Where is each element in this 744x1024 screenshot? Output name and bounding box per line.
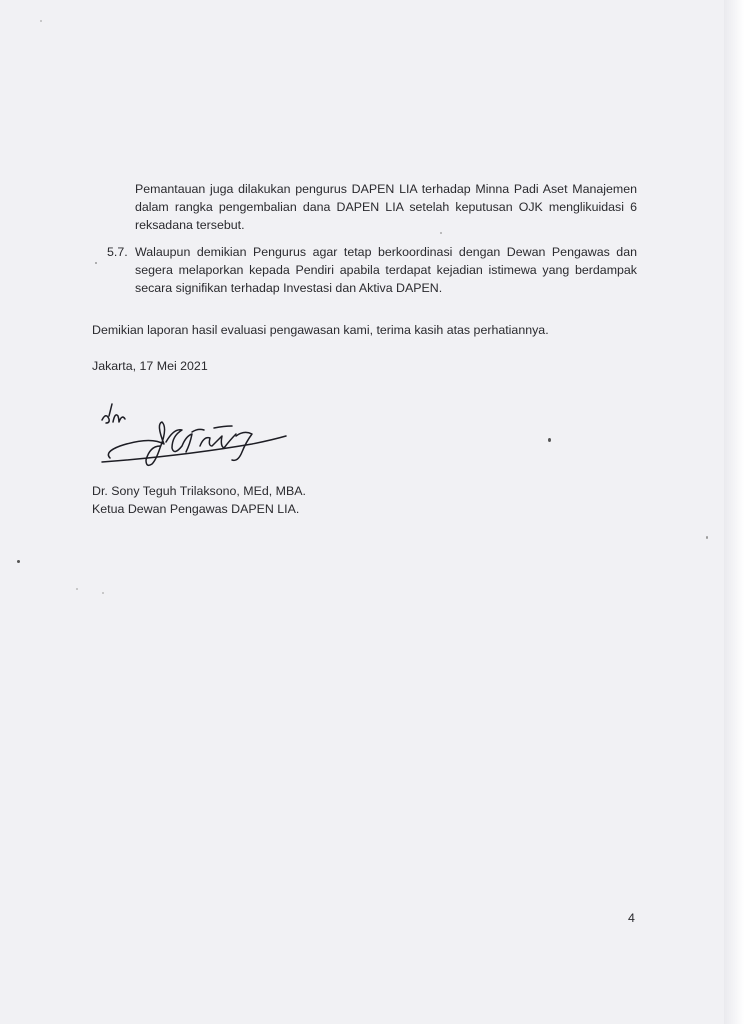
scan-speck — [40, 20, 42, 22]
paragraph-monitoring: Pemantauan juga dilakukan pengurus DAPEN LIA terhadap Minna Padi Aset Manajemen dalam rangka pengembalian dana DAPEN LIA setelah keputusan OJK menglikuidasi 6 reksadana tersebut. — [135, 182, 637, 232]
closing-statement: Demikian laporan hasil evaluasi pengawasan kami, terima kasih atas perhatiannya. — [92, 323, 549, 337]
place-date: Jakarta, 17 Mei 2021 — [92, 359, 208, 373]
scan-speck — [440, 232, 442, 234]
page-number: 4 — [628, 911, 635, 925]
signer-name: Dr. Sony Teguh Trilaksono, MEd, MBA. — [92, 484, 306, 498]
scan-speck — [95, 262, 97, 264]
item-number: 5.7. — [107, 245, 128, 259]
signer-title: Ketua Dewan Pengawas DAPEN LIA. — [92, 502, 300, 516]
paragraph-item-5-7: Walaupun demikian Pengurus agar tetap berkoordinasi dengan Dewan Pengawas dan segera melaporkan kepada Pendiri apabila terdapat kejadian istimewa yang berdampak secara signifikan terhadap Investasi dan Aktiva DAPEN. — [135, 245, 637, 295]
scan-edge — [724, 0, 744, 1024]
scan-speck — [102, 592, 104, 594]
scan-speck — [548, 438, 551, 442]
scan-speck — [76, 588, 78, 590]
scan-speck — [706, 536, 708, 539]
signature — [96, 402, 296, 482]
scan-speck — [17, 560, 20, 563]
